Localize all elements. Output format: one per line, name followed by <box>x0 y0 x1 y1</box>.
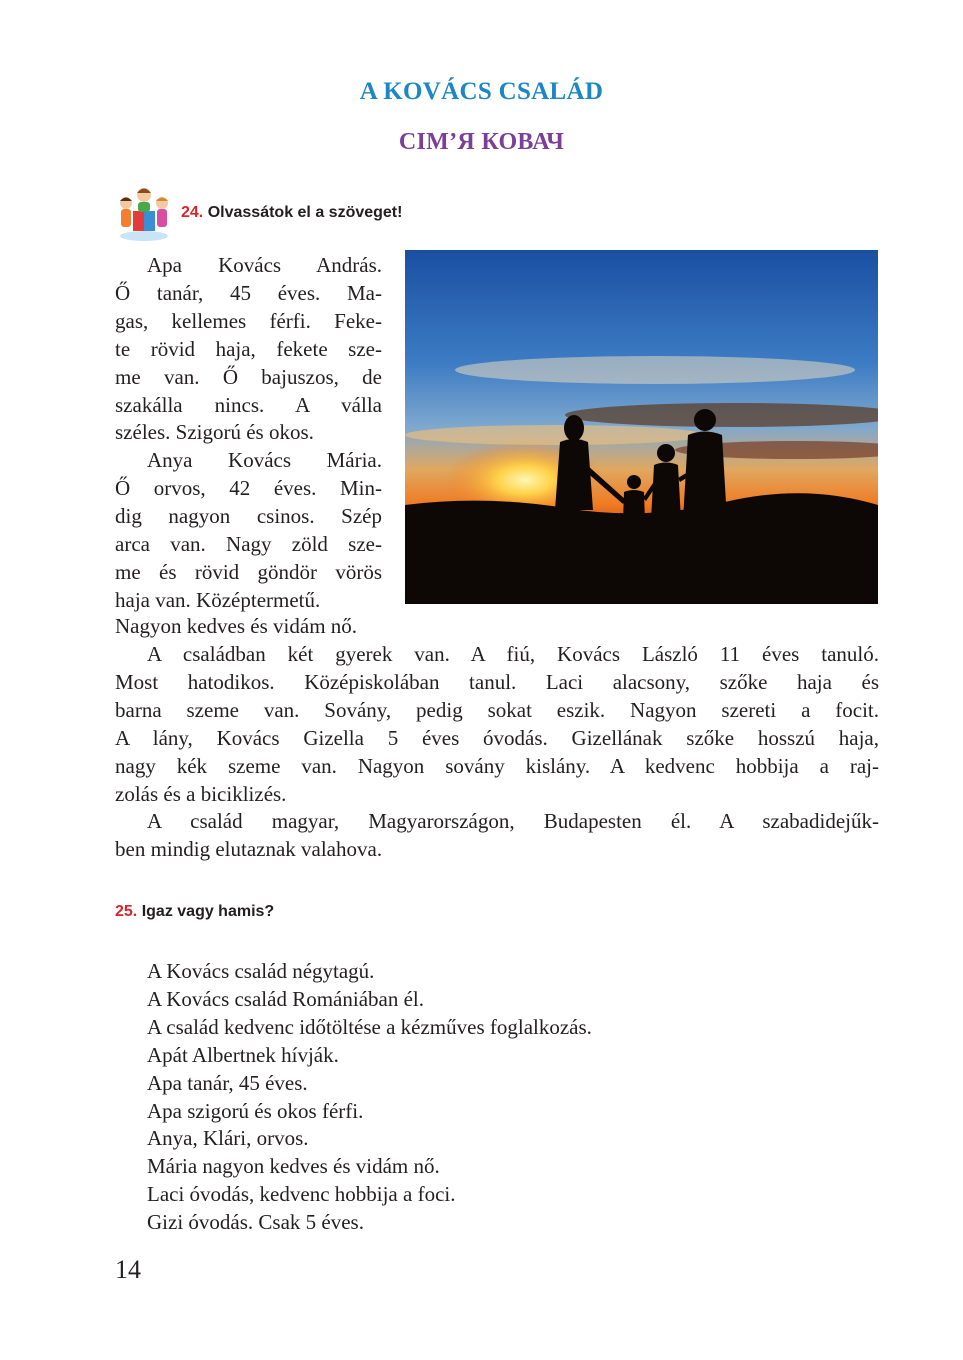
task-24-instruction <box>181 204 402 222</box>
text-line: haja van. Középtermetű. <box>115 587 321 612</box>
text-line: gas, kellemes férfi. Feke- <box>115 308 382 333</box>
statement-item: A Kovács család négytagú. <box>147 959 375 983</box>
text-line: A családban két gyerek van. A fiú, Kovács László 11 éves tanuló. <box>147 642 879 666</box>
text-line: A család magyar, Magyarországon, Budapesten él. A szabadidejűk- <box>147 809 879 833</box>
statement-item: Apa tanár, 45 éves. <box>147 1070 308 1095</box>
mother-paragraph <box>115 447 382 614</box>
true-false-statements <box>147 958 592 1237</box>
statement-item: Apát Albertnek hívják. <box>147 1042 339 1067</box>
statement-item: A család kedvenc időtöltése a kézműves foglalkozás. <box>147 1014 592 1039</box>
task-text: Olvassátok el a szöveget! <box>207 204 403 221</box>
statement-item: Anya, Klári, orvos. <box>147 1126 309 1151</box>
text-line: Anya Kovács Mária. <box>147 448 382 472</box>
mother-paragraph-end <box>115 613 885 641</box>
text-line: zolás és a biciklizés. <box>115 781 287 806</box>
children-paragraph <box>115 641 879 808</box>
text-line: barna szeme van. Sovány, pedig sokat eszik. Nagyon szereti a focit. <box>115 697 879 722</box>
text-line: Most hatodikos. Középiskolában tanul. Laci alacsony, szőke haja és <box>115 669 879 694</box>
text-line: széles. Szigorú és okos. <box>115 420 314 445</box>
page-title: A KOVÁCS CSALÁD <box>359 78 604 105</box>
page-number: 14 <box>115 1255 141 1284</box>
text-line: me van. Ő bajuszos, de <box>115 364 382 389</box>
text-line: szakálla nincs. A válla <box>115 392 382 417</box>
family-paragraph <box>115 808 879 864</box>
text-line: nagy kék szeme van. Nagyon sovány kislány. A kedvenc hobbija a raj- <box>115 753 879 778</box>
statement-item: A Kovács család Romániában él. <box>147 986 424 1011</box>
text-line: me és rövid göndör vörös <box>115 559 382 584</box>
statement-item: Laci óvodás, kedvenc hobbija a foci. <box>147 1182 456 1207</box>
text-line: Apa Kovács András. <box>147 253 382 277</box>
task-25-instruction <box>115 903 274 921</box>
statement-item: Gizi óvodás. Csak 5 éves. <box>147 1210 364 1235</box>
page-subtitle: СІМ’Я КОВАЧ <box>398 129 565 155</box>
statement-item: Mária nagyon kedves és vidám nő. <box>147 1154 440 1179</box>
text-line: arca van. Nagy zöld sze- <box>115 531 382 556</box>
text-line: ben mindig elutaznak valahova. <box>115 836 383 861</box>
task-number: 25. <box>115 903 138 920</box>
children-reading-icon <box>113 181 175 243</box>
family-silhouette-sunset-photo <box>405 250 878 604</box>
statement-item: Apa szigorú és okos férfi. <box>147 1098 364 1123</box>
father-paragraph <box>115 252 382 447</box>
text-line: te rövid haja, fekete sze- <box>115 336 382 361</box>
text-line: Ő tanár, 45 éves. Ma- <box>115 280 382 305</box>
text-line: Ő orvos, 42 éves. Min- <box>115 475 382 500</box>
task-text: Igaz vagy hamis? <box>141 903 275 920</box>
task-number: 24. <box>181 204 204 221</box>
text-line: dig nagyon csinos. Szép <box>115 503 382 528</box>
text-line: A lány, Kovács Gizella 5 éves óvodás. Gizellának szőke hosszú haja, <box>115 725 879 750</box>
text-line: Nagyon kedves és vidám nő. <box>115 614 358 638</box>
